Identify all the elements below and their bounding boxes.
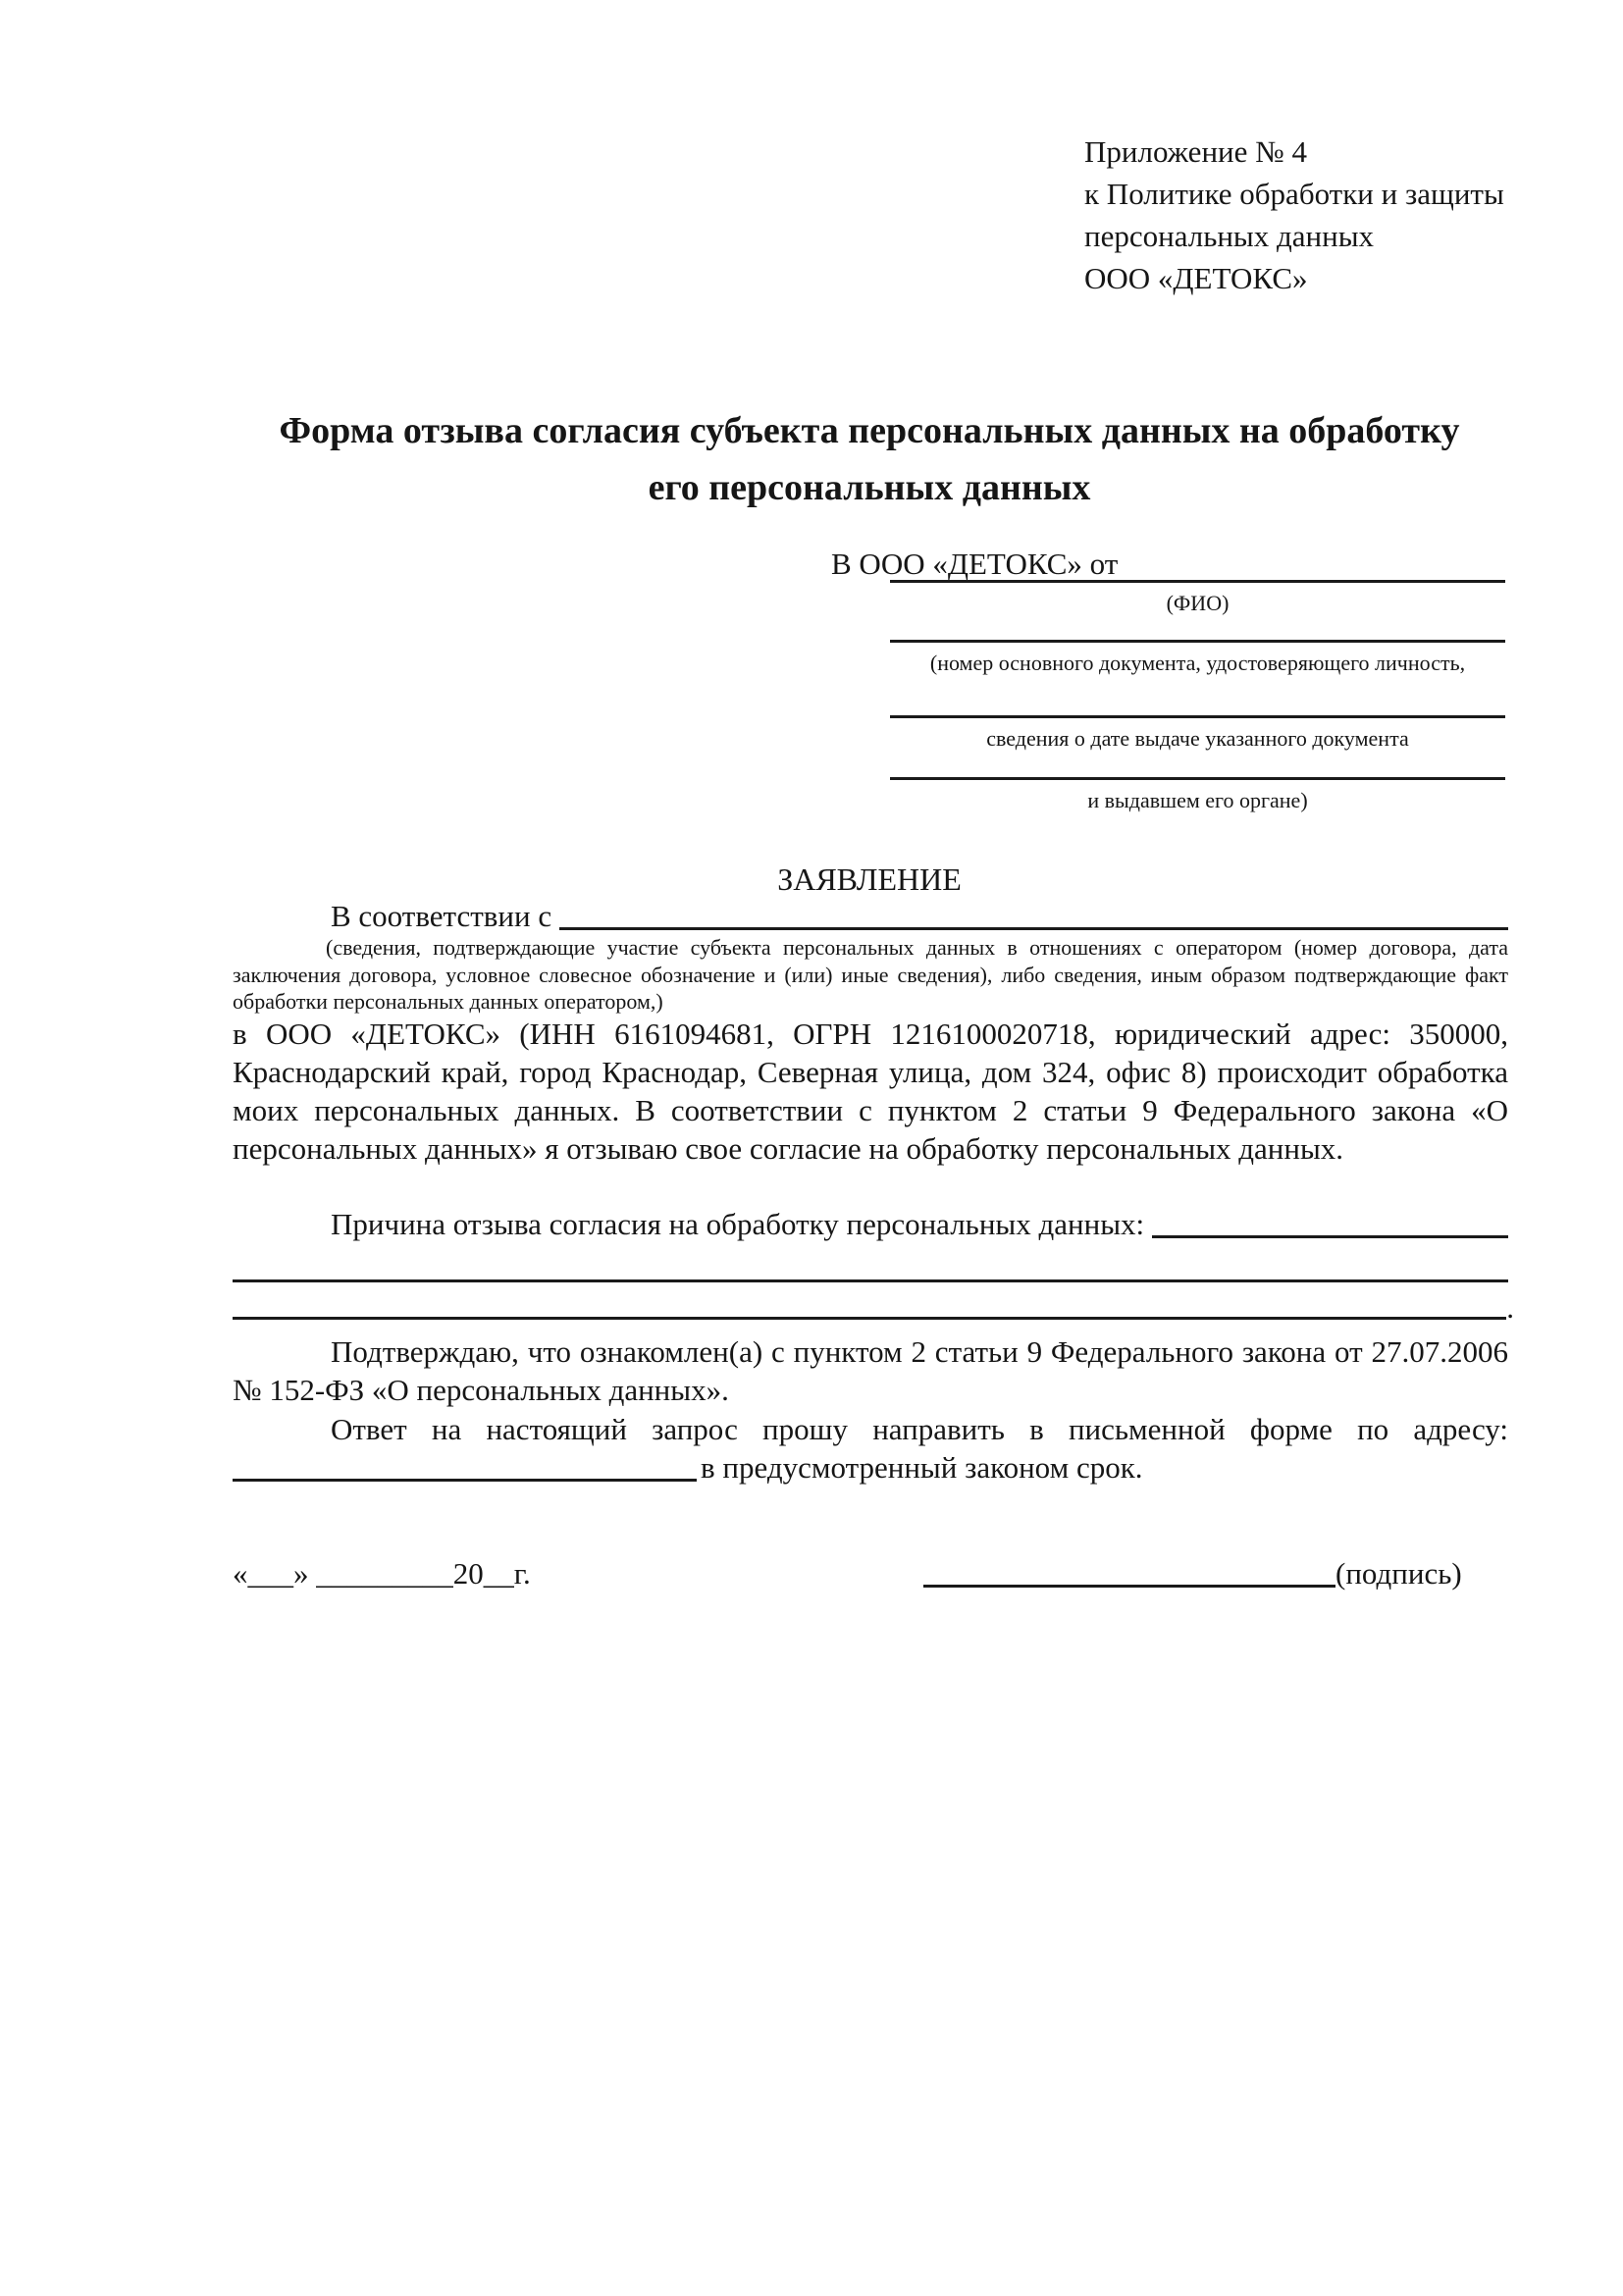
- header-right-note: [1084, 130, 1504, 299]
- small-print-note: (сведения, подтверждающие участие субъекта персональных данных в отношениях с оператором (номер договора, дата заключения договора, условное словесное обозначение и (или) иные сведения), либо сведения, иным образом подтверждающие факт обработки персональных данных оператором,): [233, 935, 1508, 1014]
- fio-caption: (ФИО): [1166, 591, 1230, 615]
- accordance-blank-field[interactable]: [559, 927, 1508, 930]
- issuer-caption: и выдавшем его органе): [1087, 788, 1308, 812]
- document-title-line2: его персональных данных: [648, 467, 1091, 508]
- document-title: [233, 402, 1506, 516]
- document-title-line1: Форма отзыва согласия субъекта персональных данных на обработку: [279, 410, 1460, 451]
- accordance-lead: В соответствии с: [331, 899, 552, 933]
- doc-number-blank-field[interactable]: [890, 640, 1505, 643]
- confirm-paragraph: Подтверждаю, что ознакомлен(а) с пунктом 2 статьи 9 Федерального закона от 27.07.2006 № 152-ФЗ «О персональных данных».: [233, 1334, 1508, 1407]
- reply-address-row: [233, 1448, 1508, 1487]
- signature-caption: (подпись): [1335, 1556, 1462, 1591]
- header-note-line: Приложение № 4: [1084, 134, 1307, 169]
- issue-date-caption: сведения о дате выдаче указанного документа: [986, 726, 1409, 751]
- header-note-line: персональных данных: [1084, 219, 1375, 253]
- reason-blank-row-1: [233, 1248, 1508, 1288]
- issue-date-blank-field[interactable]: [890, 715, 1505, 718]
- reason-blank-row-2: [233, 1285, 1514, 1326]
- addressee-to-line: В ООО «ДЕТОКС» от: [831, 547, 1119, 581]
- date-blank-field[interactable]: «___» _________20__г.: [233, 1556, 531, 1591]
- reason-period: .: [1506, 1290, 1514, 1325]
- statement-heading: ЗАЯВЛЕНИЕ: [777, 861, 962, 897]
- reason-lead: Причина отзыва согласия на обработку персональных данных:: [331, 1207, 1145, 1241]
- reply-address-blank-field[interactable]: [233, 1479, 697, 1482]
- header-note-line: ООО «ДЕТОКС»: [1084, 261, 1308, 295]
- signature-row: [923, 1550, 1483, 1593]
- reason-blank-line-2[interactable]: [233, 1317, 1506, 1320]
- reason-row: [233, 1205, 1508, 1244]
- accordance-row: [233, 897, 1508, 936]
- reason-blank-line-1[interactable]: [233, 1279, 1508, 1282]
- reply-lead: Ответ на настоящий запрос прошу направить в письменной форме по адресу:: [331, 1412, 1508, 1446]
- reason-blank-field[interactable]: [1152, 1235, 1508, 1238]
- header-note-line: к Политике обработки и защиты: [1084, 177, 1504, 211]
- signature-blank-field[interactable]: [923, 1585, 1335, 1588]
- reply-tail: в предусмотренный законом срок.: [701, 1450, 1143, 1485]
- fio-blank-field[interactable]: [890, 580, 1505, 583]
- issuer-blank-field[interactable]: [890, 777, 1505, 780]
- main-paragraph: в ООО «ДЕТОКС» (ИНН 6161094681, ОГРН 1216100020718, юридический адрес: 350000, Краснодарский край, город Краснодар, Северная улица, дом 324, офис 8) происходит обработка моих персональных данных. В соответствии с пунктом 2 статьи 9 Федерального закона «О персональных данных» я отзываю свое согласие на обработку персональных данных.: [233, 1017, 1508, 1166]
- doc-number-caption: (номер основного документа, удостоверяющего личность,: [929, 651, 1466, 675]
